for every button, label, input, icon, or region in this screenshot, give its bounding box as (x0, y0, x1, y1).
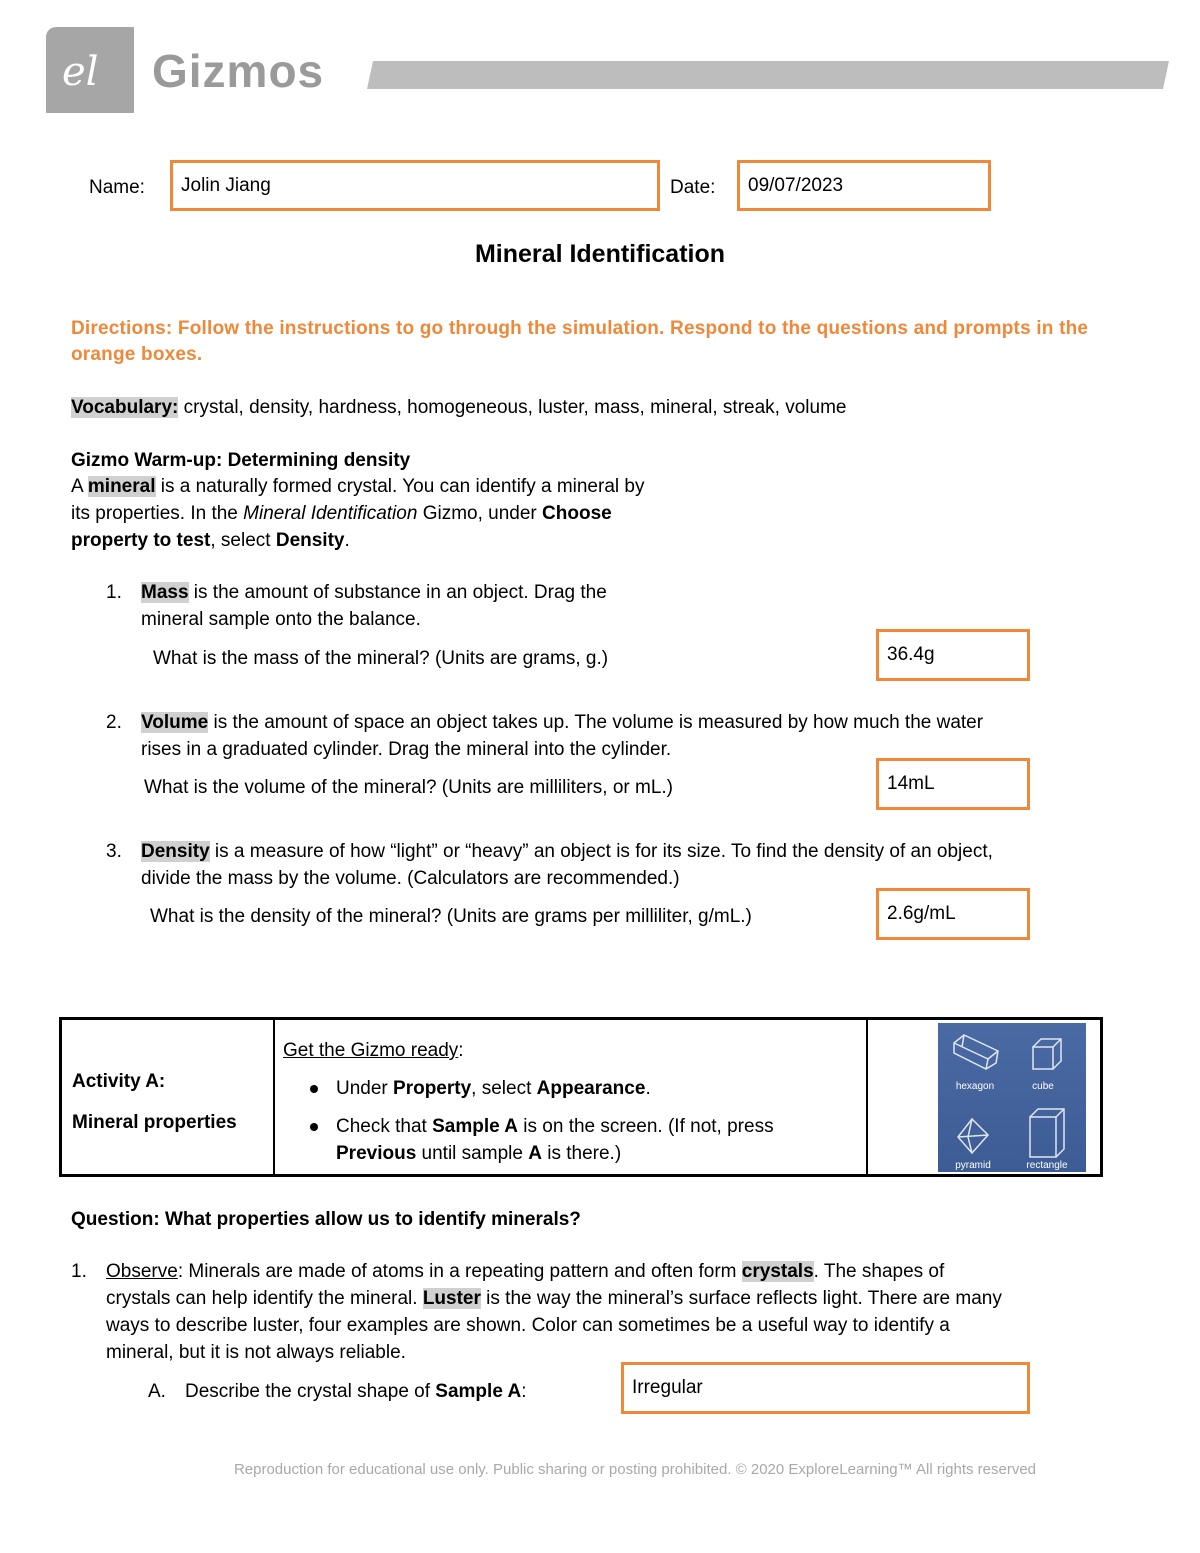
activity-instructions-cell (273, 1020, 868, 1174)
caption-hexagon: hexagon (955, 1081, 995, 1092)
el-logo-icon (46, 27, 134, 113)
activity-title-cell (62, 1020, 275, 1174)
crystal-shapes-image (938, 1023, 1086, 1172)
bullet-icon (310, 1085, 318, 1093)
date-field[interactable]: 09/07/2023 (737, 160, 991, 211)
observe-paragraph: Observe: Minerals are made of atoms in a repeating pattern and often form crystals. The shapes of crystals can help identify the mineral. Luster is the way the mineral’s surface reflects light. There are many ways to describe luster, four examples are shown. Color can sometimes be a useful way to identify a mineral, but it is not always reliable. (106, 1261, 1002, 1363)
q3-text: Density is a measure of how “light” or “heavy” an object is for its size. To find the density of an object, divide the mass by the volume. (Calculators are recommended.) (141, 841, 993, 889)
sub-question-text: Describe the crystal shape of Sample A: (185, 1381, 527, 1402)
q1-prompt: What is the mass of the mineral? (Units are grams, g.) (153, 648, 609, 669)
name-field[interactable]: Jolin Jiang (170, 160, 660, 211)
brand-name: Gizmos (152, 45, 325, 97)
footer-copyright: Reproduction for educational use only. Public sharing or posting prohibited. © 2020 ExploreLearning™ All rights reserved (233, 1461, 1037, 1478)
volume-answer-field[interactable]: 14mL (876, 758, 1030, 810)
mass-answer-field[interactable]: 36.4g (876, 629, 1030, 681)
density-answer-field[interactable]: 2.6g/mL (876, 888, 1030, 940)
caption-rectangle: rectangle (1026, 1160, 1068, 1171)
term-mass: Mass (141, 582, 189, 603)
bullet-1: Under Property, select Appearance. (310, 1075, 651, 1102)
warmup-intro: A mineral is a naturally formed crystal. You can identify a mineral by its properties. In the Mineral Identification Gizmo, under Choose property to test, select Density. (71, 476, 645, 551)
caption-cube: cube (1032, 1081, 1054, 1092)
term-volume: Volume (141, 712, 209, 733)
directions: Directions: Follow the instructions to go through the simulation. Respond to the questions and prompts in the orange boxes. (71, 318, 1089, 365)
cube-crystal-icon (1033, 1039, 1061, 1069)
date-label: Date: (670, 177, 716, 198)
term-luster: Luster (422, 1288, 481, 1309)
question-heading: Question: What properties allow us to identify minerals? (71, 1209, 581, 1230)
warmup-heading: Gizmo Warm-up: Determining density (71, 450, 411, 471)
pyramid-crystal-icon (958, 1119, 988, 1153)
name-label: Name: (89, 177, 145, 198)
q1-text: Mass is the amount of substance in an object. Drag the mineral sample onto the balance. (141, 582, 607, 630)
bullet-icon (310, 1123, 318, 1131)
q3-number: 3. (106, 841, 122, 862)
q1-number: 1. (106, 582, 122, 603)
vocabulary (71, 394, 846, 421)
vocabulary-terms: crystal, density, hardness, homogeneous, luster, mass, mineral, streak, volume (183, 397, 847, 418)
sub-question-letter: A. (148, 1381, 166, 1402)
activity-title: Activity A: (72, 1071, 166, 1092)
q2-prompt: What is the volume of the mineral? (Units are milliliters, or mL.) (144, 777, 673, 798)
page-title: Mineral Identification (474, 240, 726, 268)
term-density: Density (141, 841, 210, 862)
term-mineral: mineral (87, 476, 156, 497)
question-number: 1. (71, 1261, 87, 1282)
q2-text: Volume is the amount of space an object takes up. The volume is measured by how much the water rises in a graduated cylinder. Drag the mineral into the cylinder. (141, 712, 984, 760)
ready-heading: Get the Gizmo ready: (283, 1040, 464, 1061)
hexagon-crystal-icon (954, 1035, 998, 1069)
term-crystals: crystals (741, 1261, 814, 1282)
crystal-shape-answer-field[interactable]: Irregular (621, 1362, 1030, 1414)
q2-number: 2. (106, 712, 122, 733)
q3-prompt: What is the density of the mineral? (Units are grams per milliliter, g/mL.) (150, 906, 752, 927)
vocabulary-label: Vocabulary: (71, 397, 179, 418)
bullet-2: Check that Sample A is on the screen. (If not, press Previous until sample A is there.) (310, 1113, 850, 1167)
rectangle-crystal-icon (1030, 1109, 1064, 1157)
gizmos-logo-mark (46, 27, 134, 113)
header-bar (367, 61, 1169, 89)
svg-text:el: el (62, 49, 99, 95)
caption-pyramid: pyramid (955, 1160, 991, 1171)
activity-subtitle: Mineral properties (72, 1112, 237, 1133)
